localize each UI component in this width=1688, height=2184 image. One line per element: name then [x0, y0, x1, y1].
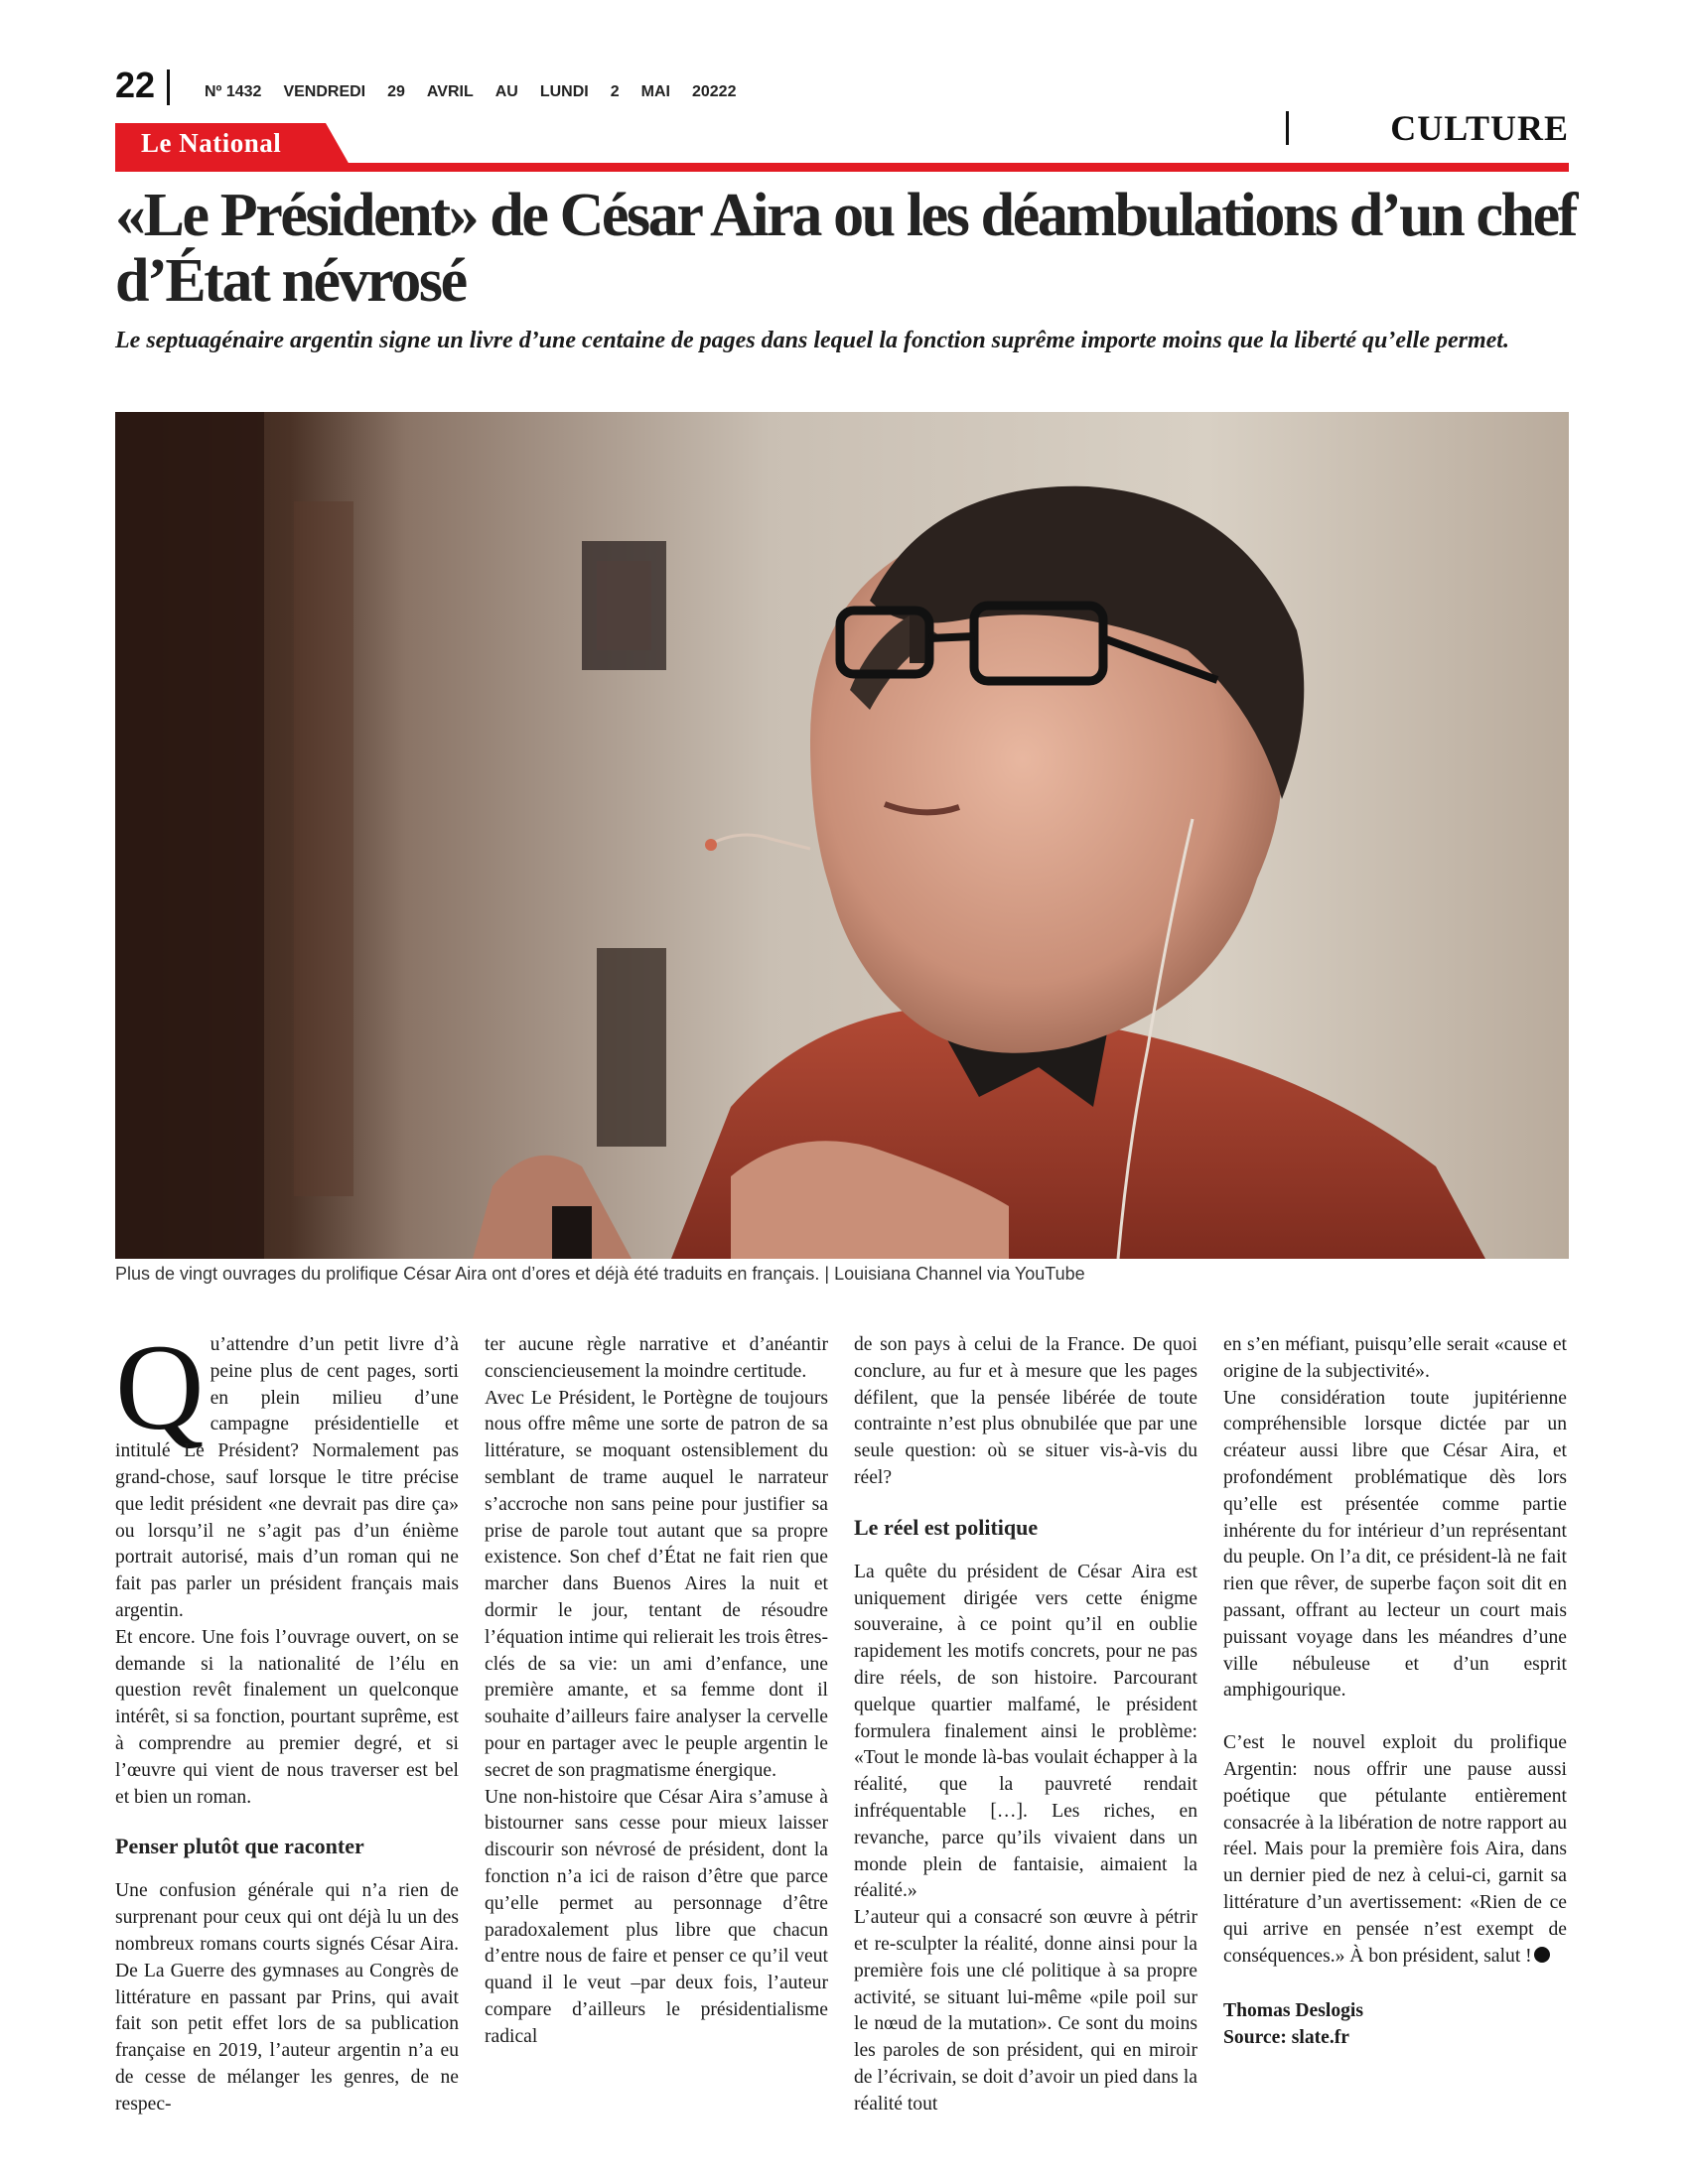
article-standfirst: Le septuagénaire argentin signe un livre d’une centaine de pages dans lequel la fonction suprême importe moins que la liberté qu’elle permet.	[115, 328, 1509, 353]
issue-day-end: LUNDI	[539, 83, 589, 100]
article-photo	[115, 412, 1569, 1259]
article-column-1	[115, 1319, 459, 2118]
paragraph: de son pays à celui de la France. De quoi conclure, au fur et à mesure que les pages défilent, que la pensée libérée de toute contrainte n’est plus obnubilée que par une seule question: où se situer vis-à-vis du réel?	[854, 1334, 1197, 1488]
brand-logo-text: Le National	[141, 128, 282, 158]
paragraph: La quête du président de César Aira est uniquement dirigée vers cette énigme souveraine, à ce point qu’il en oublie rapidement les motifs concrets, pour ne pas dire réels, de son histoire. Parcourant quelque quartier malfamé, le président formulera finalement ainsi le problème: «Tout le monde là-bas voulait échapper à la réalité, que la pauvreté rendait infréquentable […]. Les riches, en revanche, parce qu’ils vivaient dans un monde plein de fantaisie, aimaient la réalité.»	[854, 1561, 1197, 1902]
page-number: 22	[115, 65, 156, 105]
page-header	[115, 66, 1569, 115]
article-column-2	[485, 1332, 828, 2051]
final-paragraph-text: C’est le nouvel exploit du prolifique Argentin: nous offrir une pause aussi poétique que pétulante entièrement consacrée à la libération de notre rapport au réel. Mais pour la première fois Aira, dans un dernier pied de nez à celui-ci, garnit sa littérature d’un avertissement: «Rien de ce qui arrive en pensée n’est exempt de conséquences.» À bon président, salut !	[1223, 1732, 1567, 1967]
issue-date-end: 2	[610, 83, 620, 100]
photo-caption: Plus de vingt ouvrages du prolifique César Aira ont d’ores et déjà été traduits en français. | Louisiana Channel via YouTube	[115, 1264, 1085, 1284]
article-source: Source: slate.fr	[1223, 2027, 1349, 2049]
subheading-reel: Le réel est politique	[854, 1514, 1039, 1540]
issue-day-start: VENDREDI	[283, 83, 366, 100]
article-column-3	[854, 1332, 1197, 2118]
paragraph: L’auteur qui a consacré son œuvre à pétrir et re-sculpter la réalité, donne ainsi pour la première fois une clé politique à sa propre activité, se situant lui-même «pile poil sur le nœud de la mutation». Ce sont du moins les paroles de son président, qui en miroir de l’écrivain, se doit d’avoir un pied dans la réalité tout	[854, 1907, 1197, 2115]
article-signature	[1223, 1997, 1567, 2051]
paragraph: en s’en méfiant, puisqu’elle serait «cause et origine de la subjectivité».	[1223, 1334, 1567, 1382]
issue-month-end: MAI	[640, 83, 670, 100]
paragraph: u’attendre d’un petit livre d’à peine plus de cent pages, sorti en plein milieu d’une campagne présidentielle et intitulé Le Président? Normalement pas grand-chose, sauf lorsque le titre précise que ledit président «ne devrait pas dire ça» ou lorsqu’il ne s’agit pas d’un énième portrait autorisé, mais d’un roman qui ne fait pas parler un président français mais argentin.	[115, 1334, 459, 1621]
section-title: CULTURE	[1390, 108, 1569, 148]
author-name: Thomas Deslogis	[1223, 2000, 1363, 2022]
issue-year: 20222	[691, 83, 737, 100]
brand-tab	[115, 123, 350, 165]
section-divider	[1286, 111, 1289, 145]
header-red-rule	[115, 163, 1569, 172]
end-mark-icon	[1534, 1947, 1550, 1963]
issue-month-start: AVRIL	[426, 83, 474, 100]
drop-cap: Q	[115, 1319, 205, 1455]
issue-date-line	[205, 83, 758, 101]
header-divider	[167, 69, 170, 105]
portrait-illustration	[115, 412, 1569, 1259]
article-headline: «Le Président» de César Aira ou les déambulations d’un chef d’État névrosé	[115, 182, 1577, 315]
paragraph: ter aucune règle narrative et d’anéantir consciencieusement la moindre certitude.	[485, 1334, 828, 1382]
paragraph: Une non-histoire que César Aira s’amuse à bistourner sans cesse pour mieux laisser discourir son névrosé de président, dont la fonction n’a ici de raison d’être que parce qu’elle permet au personnage d’être paradoxalement plus libre que chacun d’entre nous de faire et penser ce qu’il veut quand il le veut –par deux fois, l’auteur compare d’ailleurs le présidentialisme radical	[485, 1786, 828, 2047]
subheading-penser: Penser plutôt que raconter	[115, 1834, 364, 1859]
paragraph-final	[1223, 1730, 1567, 1970]
paragraph: Avec Le Président, le Portègne de toujours nous offre même une sorte de patron de sa littérature, se moquant ostensiblement du semblant de trame auquel le narrateur s’accroche non sans peine pour justifier sa prise de parole tout autant que sa propre existence. Son chef d’État ne fait rien que marcher dans Buenos Aires la nuit et dormir le jour, tentant de résoudre l’équation intime qui relierait les trois êtres-clés de sa vie: un ami d’enfance, une première amante, et sa femme dont il souhaite d’ailleurs faire analyser la cervelle pour en partager avec le peuple argentin le secret de son pragmatisme énergique.	[485, 1387, 828, 1781]
article-column-4	[1223, 1332, 1567, 2051]
paragraph: Et encore. Une fois l’ouvrage ouvert, on se demande si la nationalité de l’élu en question revêt finalement un quelconque intérêt, si sa fonction, pourtant suprême, est à comprendre au premier degré, et si l’œuvre qui vient de nous traverser est bel et bien un roman.	[115, 1626, 459, 1808]
issue-date-start: 29	[387, 83, 405, 100]
paragraph-gap	[1223, 1705, 1567, 1730]
paragraph: Une considération toute jupitérienne compréhensible lorsque dictée par un créateur aussi libre que César Aira, et profondément problématique dès lors qu’elle est présentée comme partie inhérente du for intérieur d’un représentant du peuple. On l’a dit, ce président-là ne fait rien que rêver, de superbe façon soit dit en passant, offrant au lecteur un court mais puissant voyage dans les méandres d’une ville nébuleuse et d’un esprit amphigourique.	[1223, 1387, 1567, 1702]
paragraph: Une confusion générale qui n’a rien de surprenant pour ceux qui ont déjà lu un des nombreux romans courts signés César Aira. De La Guerre des gymnases au Congrès de littérature en passant par Prins, qui avait fait son petit effet lors de sa publication française en 2019, l’auteur argentin n’a eu de cesse de mélanger les genres, de ne respec-	[115, 1880, 459, 2115]
issue-number: Nº 1432	[205, 83, 262, 100]
issue-au: AU	[494, 83, 518, 100]
